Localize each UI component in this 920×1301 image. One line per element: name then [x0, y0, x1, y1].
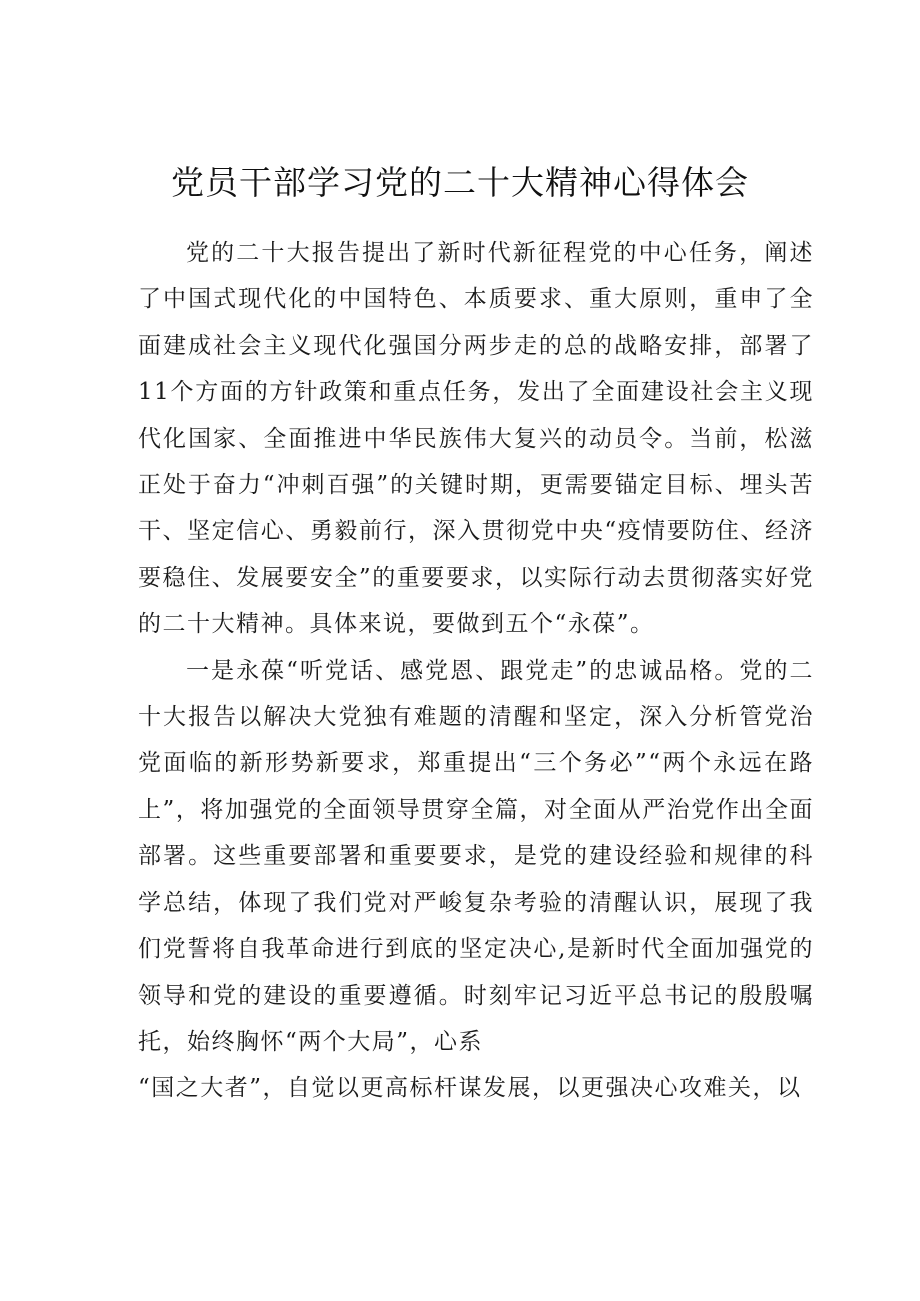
paragraph-continuation: “国之大者”，自觉以更高标杆谋发展，以更强决心攻难关，以 [138, 1075, 802, 1102]
paragraph-point-one: 一是永葆“听党话、感党恩、跟党走”的忠诚品格。党的二十大报告以解决大党独有难题的清醒和坚定，深入分析管党治党面临的新形势新要求，郑重提出“三个务必”“两个永远在路上”，将加强党的全面领导贯穿全篇，对全面从严治党作出全面部署。这些重要部署和重要要求，是党的建设经验和规律的科学总结，体现了我们党对严峻复杂考验的清醒认识，展现了我们党誓将自我革命进行到底的坚定决心,是新时代全面加强党的领导和党的建设的重要遵循。时刻牢记习近平总书记的殷殷嘱托，始终胸怀“两个大局”，心系 [138, 657, 814, 1055]
document-body [138, 230, 814, 1112]
paragraph-intro: 党的二十大报告提出了新时代新征程党的中心任务，阐述了中国式现代化的中国特色、本质要求、重大原则，重申了全面建成社会主义现代化强国分两步走的总的战略安排，部署了11个方面的方针政策和重点任务，发出了全面建设社会主义现代化国家、全面推进中华民族伟大复兴的动员令。当前，松滋正处于奋力“冲刺百强”的关键时期，更需要锚定目标、埋头苦干、坚定信心、勇毅前行，深入贯彻党中央“疫情要防住、经济要稳住、发展要安全”的重要要求，以实际行动去贯彻落实好党的二十大精神。具体来说，要做到五个“永葆”。 [138, 240, 814, 638]
document-title: 党员干部学习党的二十大精神心得体会 [171, 163, 749, 202]
